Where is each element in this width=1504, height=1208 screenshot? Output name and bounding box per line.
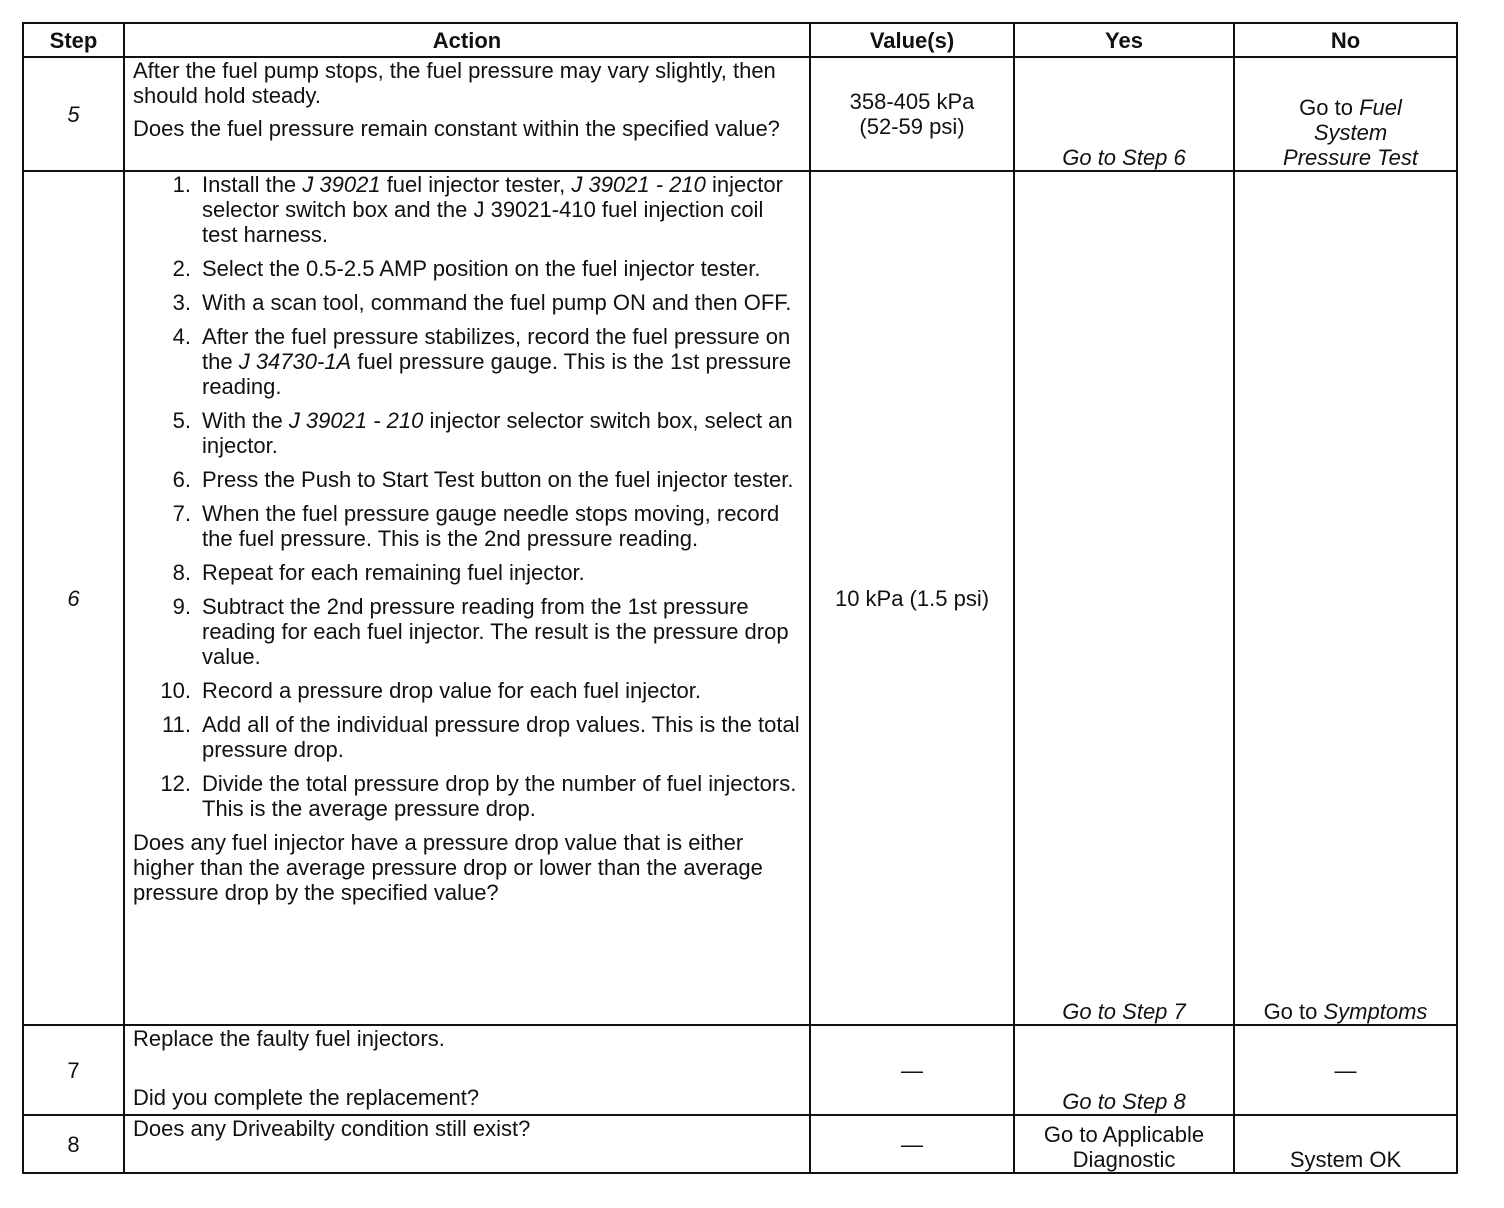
value-cell: —: [810, 1025, 1014, 1115]
procedure-step-text: [202, 408, 801, 458]
no-prefix: Go to: [1263, 999, 1318, 1024]
value-kpa: 358-405 kPa: [849, 89, 975, 114]
header-yes: Yes: [1014, 23, 1234, 57]
yes-go-to-step-8[interactable]: Go to Step 8: [1014, 1025, 1234, 1115]
tool-reference: J 39021: [302, 172, 381, 197]
no-link-fuel-system-pressure-test[interactable]: Fuel System Pressure Test: [1283, 95, 1418, 170]
header-values: Value(s): [810, 23, 1014, 57]
procedure-text-segment: With a scan tool, command the fuel pump ON and then OFF.: [202, 290, 792, 315]
value-psi: (52-59 psi): [859, 114, 965, 139]
procedure-text-segment: Subtract the 2nd pressure reading from the 1st pressure reading for each fuel injector. The result is the pressure drop value.: [202, 594, 789, 669]
action-spacer: [133, 1051, 801, 1085]
table-row-step-6: [23, 171, 1457, 1025]
procedure-step: [133, 172, 801, 247]
procedure-text-segment: With the: [202, 408, 289, 433]
procedure-step: [133, 290, 801, 315]
procedure-text-segment: fuel injector tester,: [380, 172, 572, 197]
no-prefix: Go to: [1299, 95, 1353, 120]
procedure-step-text: [202, 324, 801, 399]
procedure-text-segment: Repeat for each remaining fuel injector.: [202, 560, 585, 585]
procedure-step-number: 11.: [162, 712, 191, 737]
action-cell: [124, 171, 810, 1025]
procedure-step-number: 9.: [172, 594, 191, 619]
procedure-step-number: 12.: [160, 771, 191, 796]
procedure-step-text: [202, 256, 801, 281]
procedure-step-number: 6.: [172, 467, 191, 492]
procedure-step-text: [202, 290, 801, 315]
procedure-step-number: 7.: [172, 501, 191, 526]
procedure-step-text: [202, 678, 801, 703]
action-cell: [124, 57, 810, 171]
diagnostic-table-sheet: [22, 22, 1458, 1174]
procedure-step-text: [202, 560, 801, 585]
procedure-step-text: [202, 172, 801, 247]
procedure-text-segment: injector selector switch box, select an injector.: [202, 408, 793, 458]
procedure-step-text: [202, 771, 801, 821]
procedure-step-text: [202, 712, 801, 762]
no-cell: [1234, 171, 1457, 1025]
procedure-step-number: 5.: [172, 408, 191, 433]
no-cell: [1234, 57, 1457, 171]
procedure-text-segment: Record a pressure drop value for each fuel injector.: [202, 678, 701, 703]
procedure-text-segment: injector selector switch box and the J 39021-410 fuel injection coil test harness.: [202, 172, 783, 247]
step-number: 5: [23, 57, 124, 171]
yes-go-to-step-7[interactable]: Go to Step 7: [1014, 171, 1234, 1025]
table-row-step-7: [23, 1025, 1457, 1115]
tool-reference: J 39021 - 210: [571, 172, 706, 197]
table-row-step-5: [23, 57, 1457, 171]
value-cell: 10 kPa (1.5 psi): [810, 171, 1014, 1025]
header-row: [23, 23, 1457, 57]
procedure-text-segment: After the fuel pressure stabilizes, record the fuel pressure on the: [202, 324, 791, 374]
procedure-step-text: [202, 501, 801, 551]
step-number: 7: [23, 1025, 124, 1115]
action-text: After the fuel pump stops, the fuel pressure may vary slightly, then should hold steady.: [133, 58, 776, 108]
yes-go-to-step-6[interactable]: Go to Step 6: [1014, 57, 1234, 171]
procedure-text-segment: Press the Push to Start Test button on the fuel injector tester.: [202, 467, 794, 492]
procedure-step-number: 8.: [172, 560, 191, 585]
procedure-step-text: [202, 594, 801, 669]
procedure-text-segment: Install the: [202, 172, 303, 197]
value-cell: —: [810, 1115, 1014, 1173]
procedure-step: [133, 678, 801, 703]
step-number: 8: [23, 1115, 124, 1173]
procedure-text-segment: Divide the total pressure drop by the number of fuel injectors. This is the average pressure drop.: [202, 771, 797, 821]
procedure-step: [133, 560, 801, 585]
procedure-list: [133, 172, 801, 821]
values-cell: [810, 57, 1014, 171]
action-cell: [124, 1025, 810, 1115]
header-step: Step: [23, 23, 124, 57]
procedure-step-number: 4.: [172, 324, 191, 349]
action-question: Did you complete the replacement?: [133, 1085, 480, 1110]
procedure-text-segment: When the fuel pressure gauge needle stops moving, record the fuel pressure. This is the 2nd pressure reading.: [202, 501, 780, 551]
procedure-step: [133, 256, 801, 281]
procedure-text-segment: fuel pressure gauge. This is the 1st pressure reading.: [202, 349, 792, 399]
no-system-ok: System OK: [1234, 1115, 1457, 1173]
procedure-text-segment: Add all of the individual pressure drop values. This is the total pressure drop.: [202, 712, 800, 762]
action-question: Does the fuel pressure remain constant within the specified value?: [133, 116, 780, 141]
action-question: Does any Driveabilty condition still exist?: [124, 1115, 810, 1173]
no-cell: —: [1234, 1025, 1457, 1115]
diagnostic-table: [22, 22, 1458, 1174]
no-link-symptoms[interactable]: Symptoms: [1323, 999, 1428, 1024]
procedure-step: [133, 408, 801, 458]
table-row-step-8: [23, 1115, 1457, 1173]
action-question: Does any fuel injector have a pressure drop value that is either higher than the average pressure drop or lower than the average pressure drop by the specified value?: [133, 830, 763, 905]
procedure-step: [133, 771, 801, 821]
action-text: Replace the faulty fuel injectors.: [133, 1026, 445, 1051]
procedure-step-number: 2.: [172, 256, 191, 281]
procedure-step: [133, 324, 801, 399]
procedure-step: [133, 712, 801, 762]
yes-go-to-applicable-diagnostic[interactable]: Go to Applicable Diagnostic: [1014, 1115, 1234, 1173]
step-number: 6: [23, 171, 124, 1025]
procedure-step-number: 1.: [172, 172, 191, 197]
procedure-step: [133, 594, 801, 669]
procedure-step: [133, 501, 801, 551]
procedure-step-number: 10.: [160, 678, 191, 703]
procedure-step-number: 3.: [172, 290, 191, 315]
procedure-text-segment: Select the 0.5-2.5 AMP position on the fuel injector tester.: [202, 256, 761, 281]
tool-reference: J 34730-1A: [238, 349, 352, 374]
procedure-step: [133, 467, 801, 492]
header-action: Action: [124, 23, 810, 57]
tool-reference: J 39021 - 210: [288, 408, 424, 433]
header-no: No: [1234, 23, 1457, 57]
procedure-step-text: [202, 467, 801, 492]
